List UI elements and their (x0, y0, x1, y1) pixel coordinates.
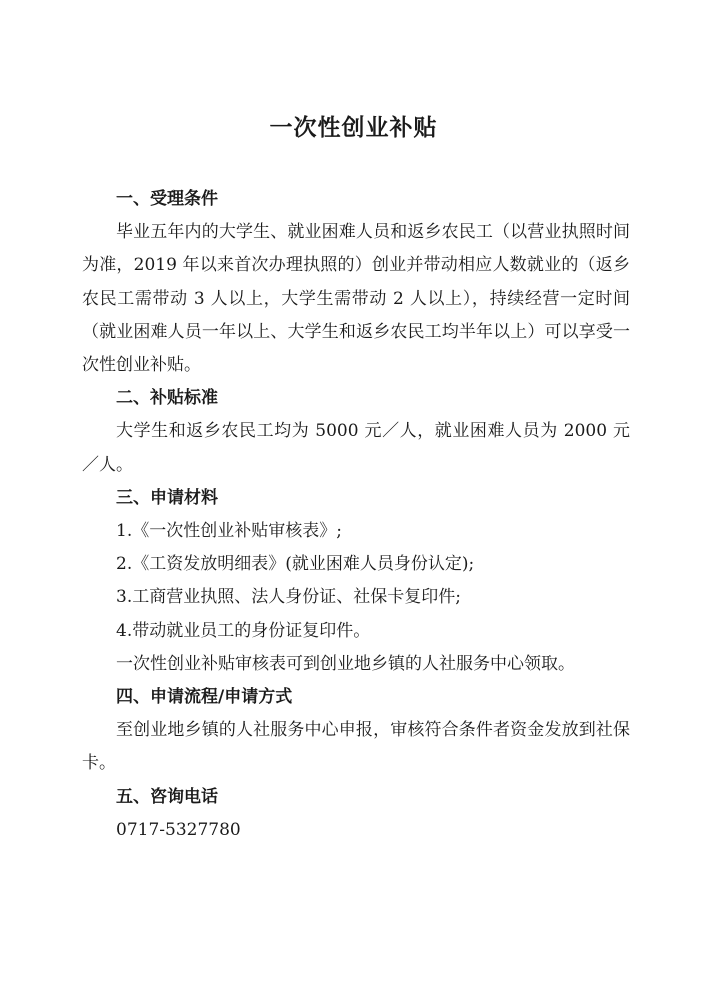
section-application-materials (82, 482, 630, 681)
document-title: 一次性创业补贴 (269, 114, 438, 141)
section-heading: 三、申请材料 (116, 487, 218, 508)
section-acceptance-conditions (82, 183, 630, 382)
material-item: 4.带动就业员工的身份证复印件。 (116, 620, 371, 641)
section-heading: 一、受理条件 (116, 189, 218, 209)
document-body (82, 183, 630, 847)
section-application-process (82, 681, 630, 781)
section-paragraph: 毕业五年内的大学生、就业困难人员和返乡农民工（以营业执照时间为准，2019 年以来首次办理执照的）创业并带动相应人数就业的（返乡农民工需带动 3 人以上，大学生需带动 2 人以上），持续经营一定时间（就业困难人员一年以上、大学生和返乡农民工均半年以上）可以享受一次性创业补贴。 (82, 222, 630, 376)
section-consultation-phone (82, 781, 630, 847)
material-note: 一次性创业补贴审核表可到创业地乡镇的人社服务中心领取。 (116, 653, 575, 674)
material-item: 2.《工资发放明细表》(就业困难人员身份认定); (116, 554, 475, 575)
material-item: 3.工商营业执照、法人身份证、社保卡复印件; (116, 587, 461, 608)
section-heading: 二、补贴标准 (116, 388, 218, 409)
section-paragraph: 大学生和返乡农民工均为 5000 元／人，就业困难人员为 2000 元／人。 (82, 421, 630, 475)
section-heading: 五、咨询电话 (116, 786, 218, 807)
material-item: 1.《一次性创业补贴审核表》; (116, 521, 342, 542)
section-subsidy-standard (82, 382, 630, 482)
section-paragraph: 至创业地乡镇的人社服务中心申报，审核符合条件者资金发放到社保卡。 (82, 720, 630, 774)
section-heading: 四、申请流程/申请方式 (116, 687, 293, 708)
phone-number: 0717-5327780 (116, 819, 241, 840)
